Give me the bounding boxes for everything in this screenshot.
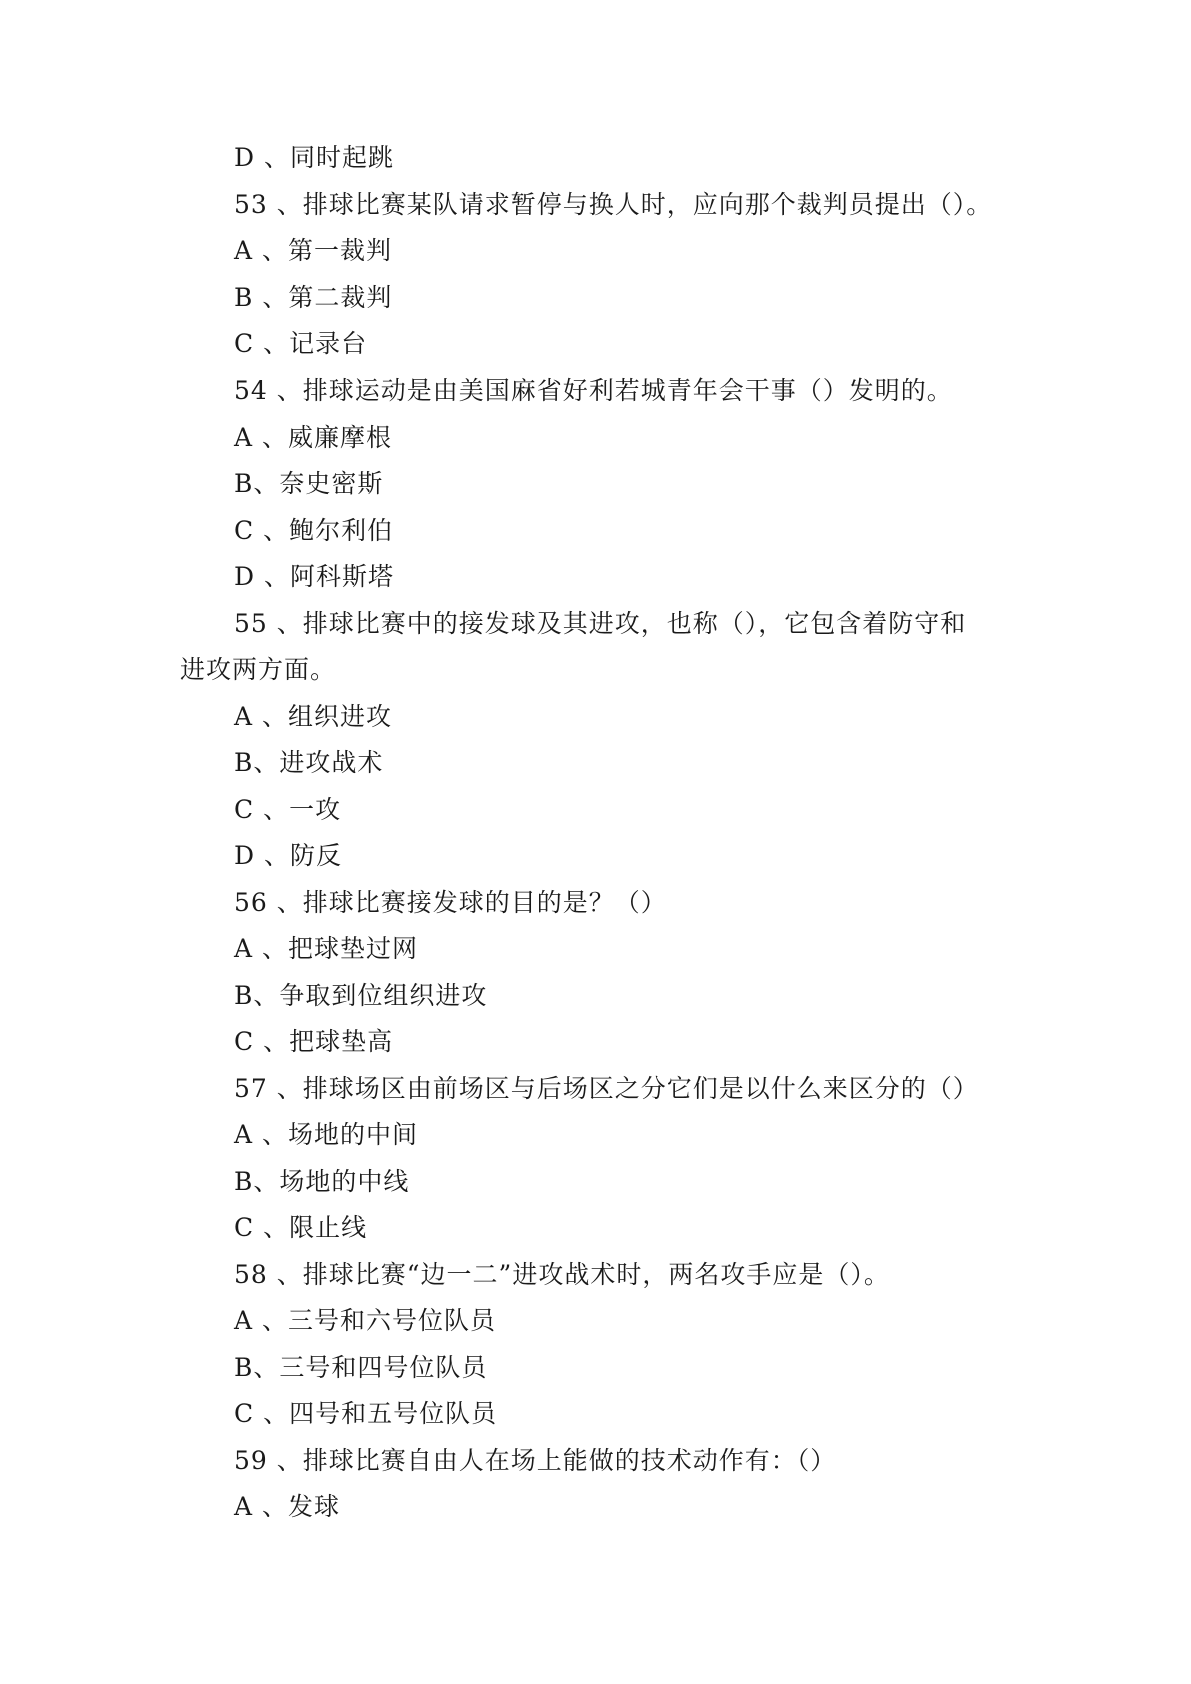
question-line: 57 、排球场区由前场区与后场区之分它们是以什么来区分的（） [234, 1074, 979, 1103]
option-line: D 、防反 [234, 841, 342, 870]
question-line: 59 、排球比赛自由人在场上能做的技术动作有：（） [234, 1446, 837, 1475]
option-line: A 、组织进攻 [234, 702, 393, 731]
option-line: C 、记录台 [234, 329, 368, 358]
option-line: C 、把球垫高 [234, 1027, 394, 1056]
option-line: C 、一攻 [234, 795, 342, 824]
option-line: A 、场地的中间 [234, 1120, 419, 1149]
question-line: 56 、排球比赛接发球的目的是？（） [234, 888, 667, 917]
option-line: A 、威廉摩根 [234, 423, 393, 452]
question-line: 58 、排球比赛“边一二”进攻战术时，两名攻手应是（）。 [234, 1260, 890, 1289]
option-line: D 、阿科斯塔 [234, 562, 394, 591]
option-line: A 、把球垫过网 [234, 934, 419, 963]
question-line-continuation: 进攻两方面。 [180, 655, 337, 684]
option-line: B、争取到位组织进攻 [234, 981, 488, 1010]
question-line: 55 、排球比赛中的接发球及其进攻，也称（），它包含着防守和 [234, 609, 967, 638]
option-line: A 、发球 [234, 1492, 341, 1521]
option-line: C 、四号和五号位队员 [234, 1399, 498, 1428]
option-line: B 、第二裁判 [234, 283, 393, 312]
option-line: B、场地的中线 [234, 1167, 410, 1196]
option-line: B、奈史密斯 [234, 469, 384, 498]
option-line: D 、同时起跳 [234, 143, 394, 172]
option-line: A 、三号和六号位队员 [234, 1306, 497, 1335]
option-line: A 、第一裁判 [234, 236, 393, 265]
question-line: 53 、排球比赛某队请求暂停与换人时，应向那个裁判员提出（）。 [234, 190, 993, 219]
option-line: C 、限止线 [234, 1213, 368, 1242]
option-line: B、进攻战术 [234, 748, 384, 777]
question-line: 54 、排球运动是由美国麻省好利若城青年会干事（）发明的。 [234, 376, 953, 405]
option-line: B、三号和四号位队员 [234, 1353, 488, 1382]
option-line: C 、鲍尔利伯 [234, 516, 394, 545]
